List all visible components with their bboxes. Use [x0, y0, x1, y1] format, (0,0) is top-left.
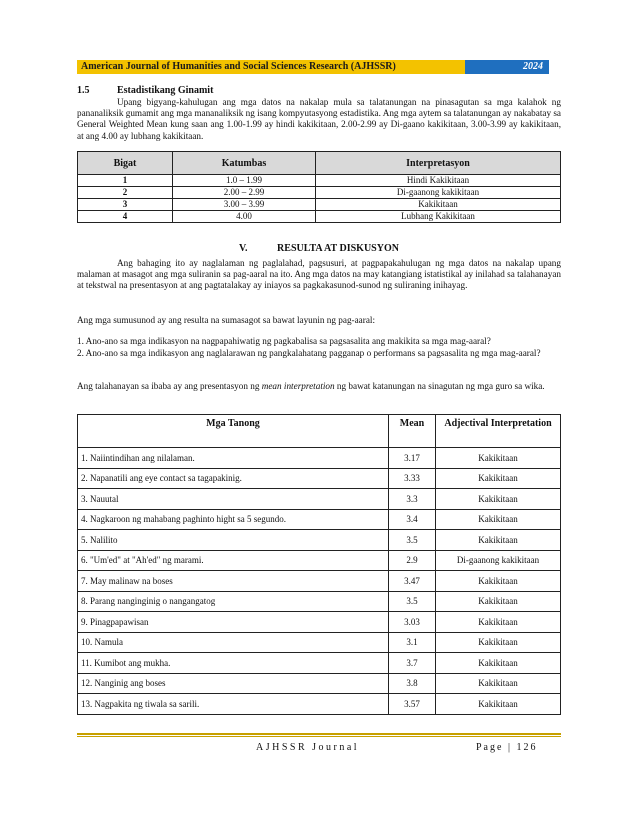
- question-1: 1. Ano-ano sa mga indikasyon na nagpapahiwatig ng pagkabalisa sa pagsasalita ang makikita sa mga mag-aaral?: [77, 336, 491, 346]
- mean-table-body: [78, 448, 561, 715]
- table-row: [78, 199, 561, 211]
- section-title: Estadistikang Ginamit: [117, 85, 214, 96]
- table-cell: Di-gaanong kakikitaan: [436, 550, 561, 571]
- table-cell: 3.47: [389, 571, 436, 592]
- table-row: [78, 612, 561, 633]
- journal-year: 2024: [465, 60, 549, 74]
- table-cell: 4. Nagkaroon ng mahabang paghinto hight sa 5 segundo.: [78, 509, 389, 530]
- results-number: V.: [239, 243, 248, 254]
- table-cell: Kakikitaan: [436, 571, 561, 592]
- table-cell: 7. May malinaw na boses: [78, 571, 389, 592]
- scale-table-header: [78, 152, 561, 175]
- table-cell: 3.1: [389, 632, 436, 653]
- section-number: 1.5: [77, 85, 90, 96]
- footer-rule: [77, 733, 561, 735]
- table-intro: [77, 381, 561, 392]
- table-cell: 13. Nagpakita ng tiwala sa sarili.: [78, 694, 389, 715]
- footer-page: Page | 126: [476, 742, 538, 753]
- table-cell: Kakikitaan: [436, 694, 561, 715]
- table-cell: Hindi Kakikitaan: [316, 175, 561, 187]
- table-cell: 12. Nanginig ang boses: [78, 673, 389, 694]
- results-lead: Ang mga sumusunod ay ang resulta na sumasagot sa bawat layunin ng pag-aaral:: [77, 315, 376, 325]
- table-cell: 3.5: [389, 530, 436, 551]
- table-cell: Kakikitaan: [436, 591, 561, 612]
- table-cell: 4: [78, 211, 173, 223]
- table-cell: 9. Pinagpapawisan: [78, 612, 389, 633]
- table-cell: 3.00 – 3.99: [173, 199, 316, 211]
- table-row: [78, 489, 561, 510]
- table-cell: 3.5: [389, 591, 436, 612]
- table-cell: 2: [78, 187, 173, 199]
- table-row: [78, 509, 561, 530]
- table-cell: Kakikitaan: [436, 530, 561, 551]
- table-intro-post: ng bawat katanungan na sinagutan ng mga guro sa wika.: [334, 381, 545, 391]
- table-cell: 10. Namula: [78, 632, 389, 653]
- table-cell: 3: [78, 199, 173, 211]
- table-cell: 2. Napanatili ang eye contact sa tagapakinig.: [78, 468, 389, 489]
- table-cell: Kakikitaan: [436, 489, 561, 510]
- table-row: [78, 571, 561, 592]
- table-cell: 5. Nalilito: [78, 530, 389, 551]
- section-heading: [77, 85, 213, 96]
- table-row: [78, 591, 561, 612]
- scale-header-cell: Interpretasyon: [316, 152, 561, 175]
- table-cell: 3.17: [389, 448, 436, 469]
- table-cell: 3.7: [389, 653, 436, 674]
- table-row: [78, 530, 561, 551]
- mean-header-cell: Mean: [389, 415, 436, 448]
- table-cell: 3.4: [389, 509, 436, 530]
- table-cell: 1. Naiintindihan ang nilalaman.: [78, 448, 389, 469]
- results-title: RESULTA AT DISKUSYON: [277, 243, 399, 254]
- table-cell: 1.0 – 1.99: [173, 175, 316, 187]
- table-intro-pre: Ang talahanayan sa ibaba ay ang presentasyon ng: [77, 381, 262, 391]
- footer-rule-thin: [77, 736, 561, 737]
- scale-header-cell: Katumbas: [173, 152, 316, 175]
- table-cell: 4.00: [173, 211, 316, 223]
- journal-header: [77, 60, 549, 74]
- table-cell: Kakikitaan: [436, 509, 561, 530]
- table-row: [78, 694, 561, 715]
- table-cell: 3.33: [389, 468, 436, 489]
- table-cell: Kakikitaan: [436, 653, 561, 674]
- table-cell: 3.03: [389, 612, 436, 633]
- table-cell: 3.8: [389, 673, 436, 694]
- question-2: 2. Ano-ano sa mga indikasyon ang naglalarawan ng pangkalahatang pagganap o performans sa pagsasalita ng mga mag-aaral?: [77, 348, 541, 358]
- table-row: [78, 175, 561, 187]
- journal-title: American Journal of Humanities and Social Sciences Research (AJHSSR): [77, 60, 465, 74]
- mean-header-cell: Adjectival Interpretation: [436, 415, 561, 448]
- table-row: [78, 211, 561, 223]
- table-cell: Kakikitaan: [436, 448, 561, 469]
- table-cell: 8. Parang nanginginig o nangangatog: [78, 591, 389, 612]
- results-intro: Ang bahaging ito ay naglalaman ng paglalahad, pagsusuri, at pagpapakahulugan ng mga datos na nakalap upang malaman at masagot ang mga suliranin sa pag-aaral na ito. Ang mga datos na may katangiang istatistikal ay inilahad sa talahanayan at tekstwal na presentasyon at ang pagtatalakay ay iniayos sa pagkakasunod-sunod ng suliraning inihayag.: [77, 258, 561, 291]
- table-cell: Kakikitaan: [436, 468, 561, 489]
- scale-table: [77, 151, 561, 223]
- mean-table-header: [78, 415, 561, 448]
- table-cell: Kakikitaan: [316, 199, 561, 211]
- table-cell: Lubhang Kakikitaan: [316, 211, 561, 223]
- table-cell: 1: [78, 175, 173, 187]
- table-row: [78, 653, 561, 674]
- table-cell: Di-gaanong kakikitaan: [316, 187, 561, 199]
- table-cell: 2.00 – 2.99: [173, 187, 316, 199]
- table-cell: 3. Nauutal: [78, 489, 389, 510]
- table-cell: 11. Kumibot ang mukha.: [78, 653, 389, 674]
- table-row: [78, 448, 561, 469]
- table-cell: Kakikitaan: [436, 612, 561, 633]
- section-paragraph: Upang bigyang-kahulugan ang mga datos na nakalap mula sa talatanungan na pinasagutan sa mga kalahok ng pananaliksik gumamit ang mga mananaliksik ng isang kompyutasyong estadistika. Ang mga aytem sa talatanungan ay nakabatay sa General Weighted Mean kung saan ang 1.00-1.99 ay hindi kakikitaan, 2.00-2.99 ay Di-gaano kakikitaan, 3.00-3.99 ay kakikitaan, at ang 4.00 ay lubhang kakikitaan.: [77, 97, 562, 141]
- table-cell: Kakikitaan: [436, 632, 561, 653]
- table-row: [78, 187, 561, 199]
- table-cell: 3.3: [389, 489, 436, 510]
- table-cell: 6. "Um'ed" at "Ah'ed" ng marami.: [78, 550, 389, 571]
- mean-header-cell: Mga Tanong: [78, 415, 389, 448]
- footer-journal: AJHSSR Journal: [256, 742, 360, 753]
- table-row: [78, 550, 561, 571]
- table-row: [78, 468, 561, 489]
- table-cell: Kakikitaan: [436, 673, 561, 694]
- table-row: [78, 673, 561, 694]
- results-heading: [0, 243, 638, 254]
- mean-table: [77, 414, 561, 715]
- table-row: [78, 632, 561, 653]
- scale-header-cell: Bigat: [78, 152, 173, 175]
- table-intro-emphasis: mean interpretation: [261, 381, 335, 391]
- table-cell: 2.9: [389, 550, 436, 571]
- table-cell: 3.57: [389, 694, 436, 715]
